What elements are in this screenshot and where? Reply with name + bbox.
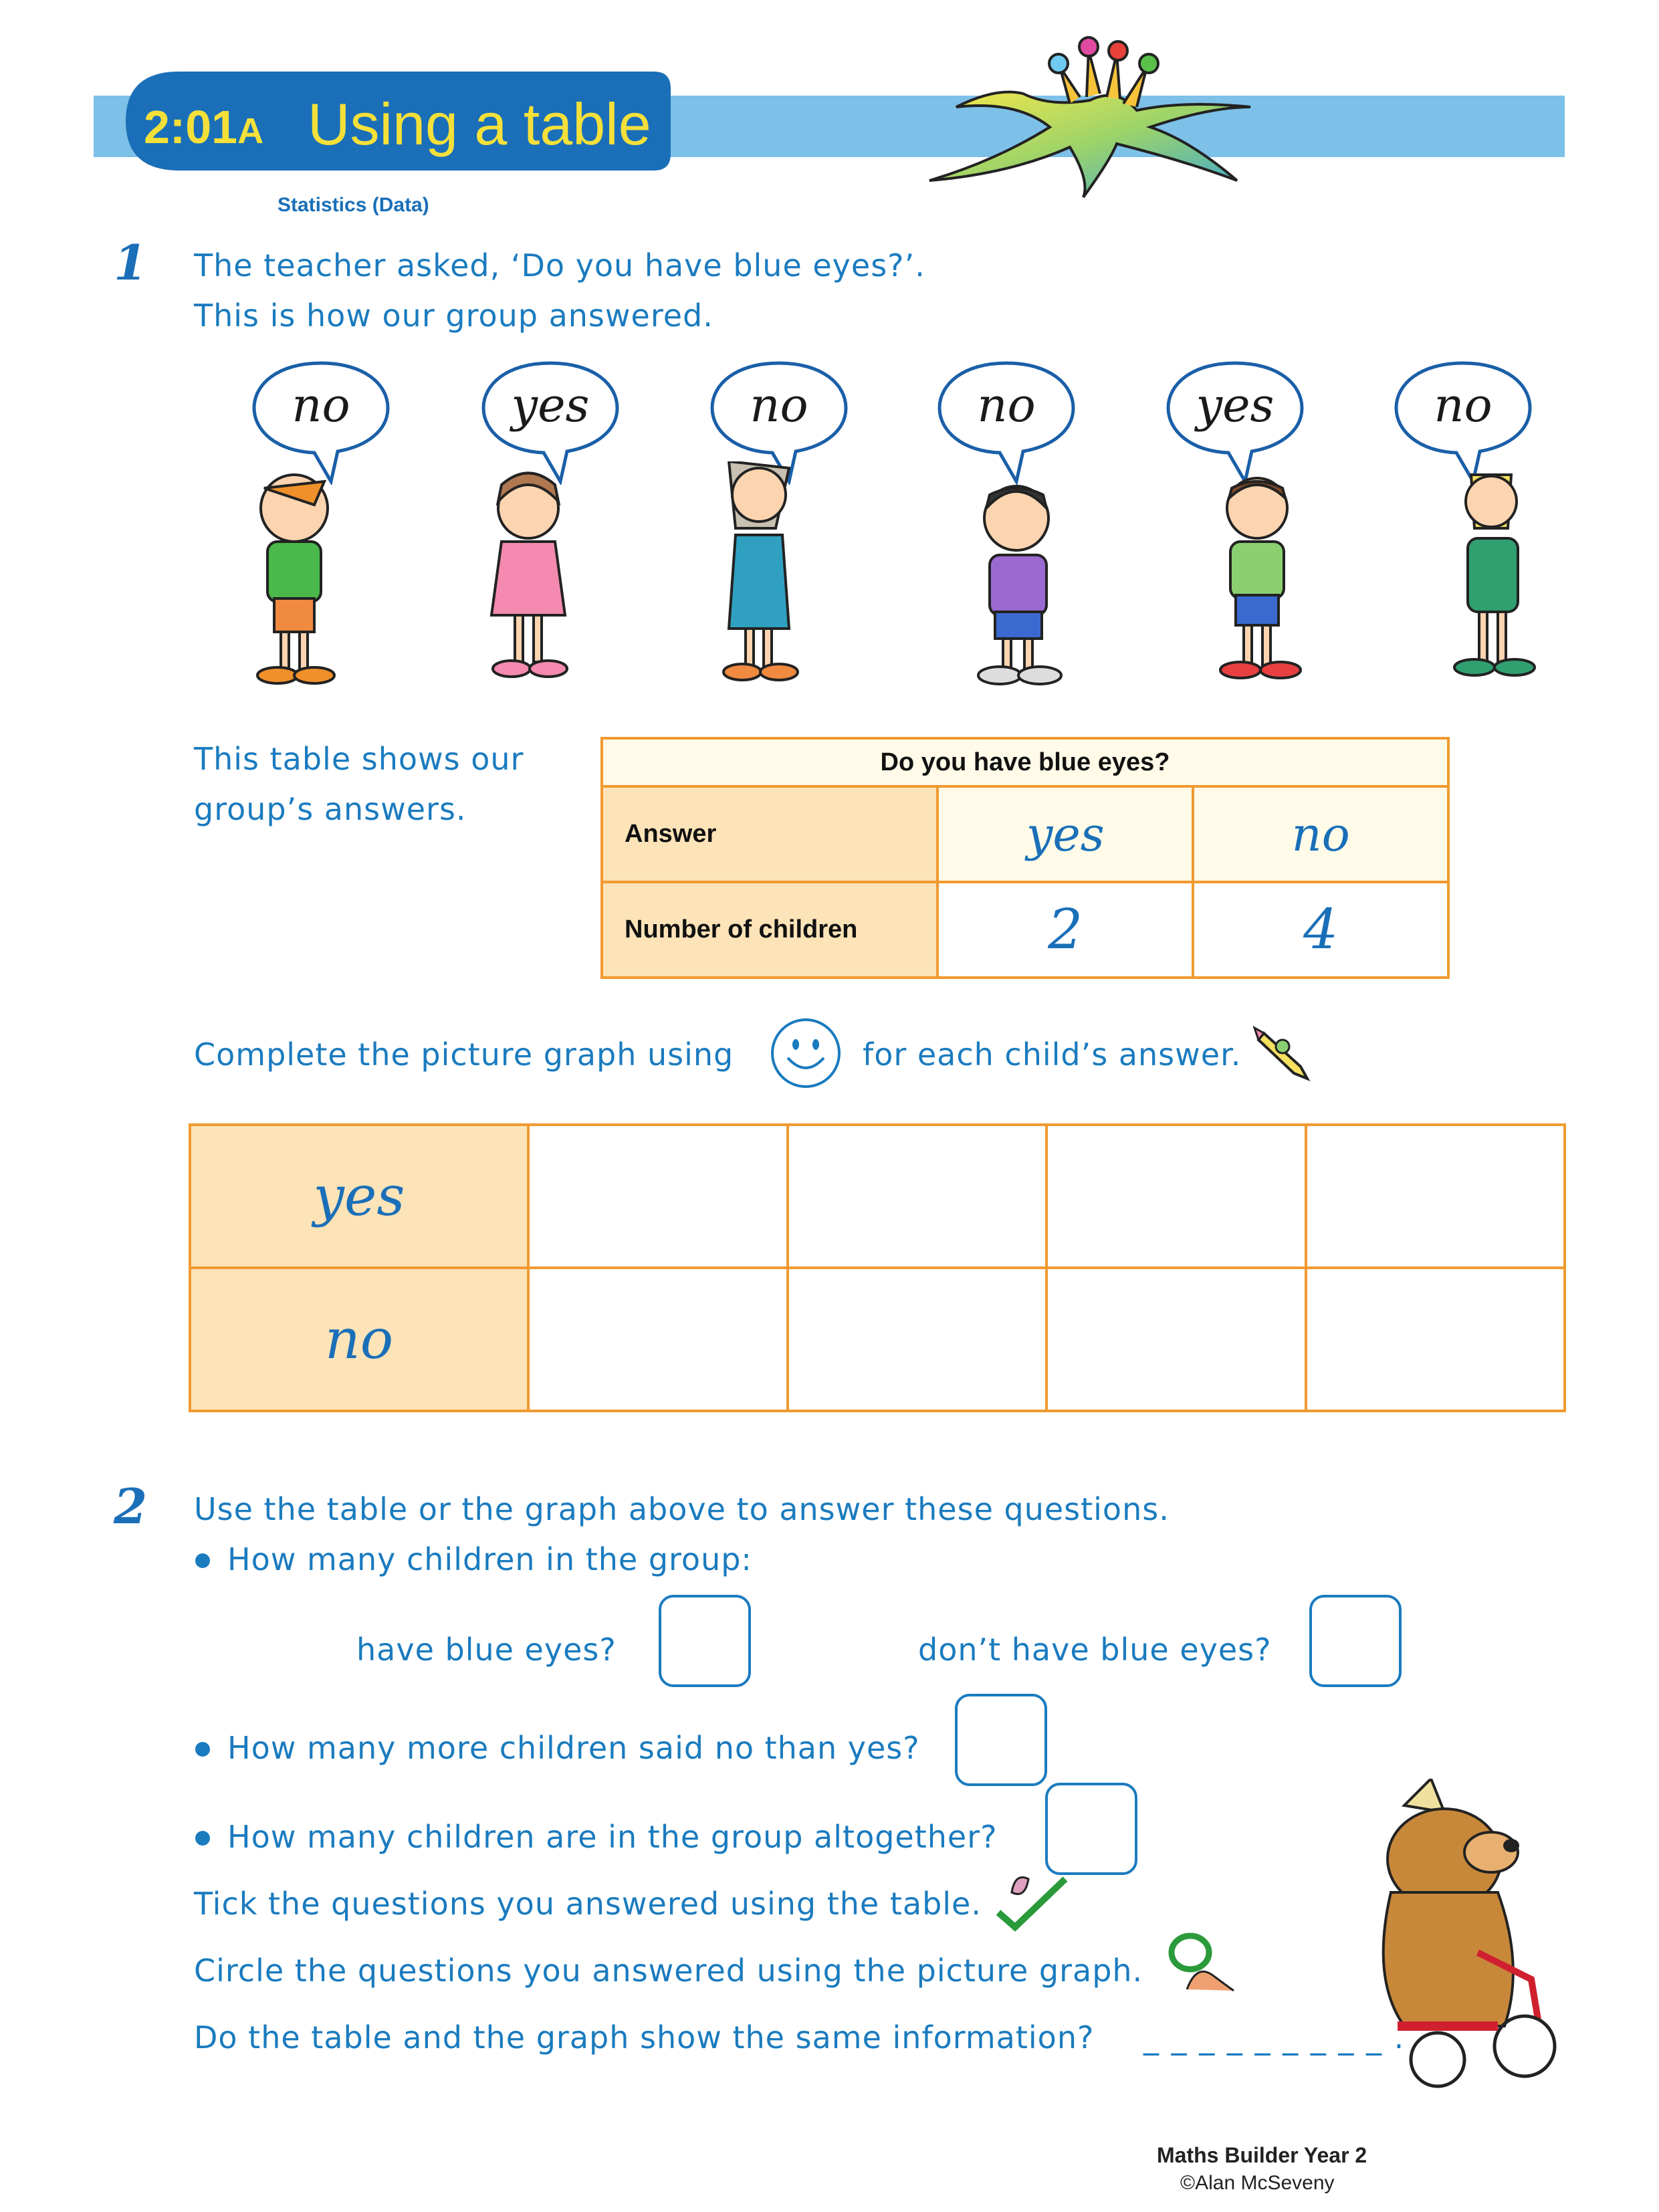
child-5 — [1220, 478, 1301, 678]
speech-bubble-word: yes — [511, 378, 590, 433]
graph-instruction-2: for each child’s answer. — [863, 1036, 1242, 1073]
table-cell-answer-no: no — [1193, 786, 1448, 882]
speech-bubble-word: no — [1434, 378, 1492, 433]
q2-sub-b: don’t have blue eyes? — [918, 1632, 1272, 1668]
same-info-question: Do the table and the graph show the same information? — [194, 2019, 1095, 2056]
question-number-2: 2 — [114, 1478, 148, 1535]
tick-instruction: Tick the questions you answered using the table. — [194, 1886, 982, 1922]
child-1 — [257, 475, 334, 683]
q2-bullet-3: How many children are in the group altogether? — [227, 1819, 998, 1855]
answer-box-difference[interactable] — [955, 1694, 1047, 1786]
section-number: 2:01A — [144, 101, 264, 153]
bullet — [195, 1831, 210, 1846]
answer-dotted-line[interactable]: _ _ _ _ _ _ _ _ _ . — [1143, 2019, 1406, 2056]
table-cell-count-yes: 2 — [937, 882, 1193, 978]
child-4 — [978, 486, 1061, 684]
child-3 — [724, 461, 798, 680]
q2-bullet-1: How many children in the group: — [227, 1541, 752, 1577]
picture-graph — [189, 1123, 1566, 1412]
tick-mark-icon — [995, 1866, 1069, 1932]
graph-cell[interactable] — [1306, 1125, 1565, 1268]
graph-row-label-yes: yes — [190, 1125, 528, 1268]
table-title: Do you have blue eyes? — [602, 738, 1448, 786]
graph-cell[interactable] — [1306, 1268, 1565, 1411]
graph-cell[interactable] — [528, 1268, 788, 1411]
graph-cell[interactable] — [1046, 1268, 1306, 1411]
answers-table — [600, 737, 1450, 979]
speech-bubble-word: no — [292, 378, 350, 433]
children-illustration — [214, 461, 1551, 702]
circle-instruction: Circle the questions you answered using the picture graph. — [194, 1953, 1143, 1989]
q2-intro: Use the table or the graph above to answer these questions. — [194, 1491, 1170, 1527]
table-cell-answer-yes: yes — [937, 786, 1193, 882]
q1-line-2: This is how our group answered. — [194, 298, 713, 334]
table-row-label-answer: Answer — [602, 786, 937, 882]
bear-on-tricycle-illustration — [1357, 1779, 1578, 2093]
bullet — [195, 1553, 210, 1568]
footer-book-title: Maths Builder Year 2 — [1157, 2143, 1367, 2167]
child-6 — [1454, 475, 1535, 675]
graph-instruction-1: Complete the picture graph using — [194, 1036, 734, 1073]
question-number-1: 1 — [114, 234, 148, 291]
smiley-face-icon — [769, 1016, 843, 1090]
graph-cell[interactable] — [1046, 1125, 1306, 1268]
graph-cell[interactable] — [788, 1125, 1047, 1268]
graph-cell[interactable] — [788, 1268, 1047, 1411]
pencil-icon — [1250, 1020, 1314, 1083]
table-cell-count-no: 4 — [1193, 882, 1448, 978]
page-subtitle: Statistics (Data) — [278, 194, 429, 216]
graph-row-label-no: no — [190, 1268, 528, 1411]
footer-author: ©Alan McSeveny — [1180, 2172, 1335, 2194]
q1-line-1: The teacher asked, ‘Do you have blue eyes?’. — [194, 247, 925, 284]
circle-mark-icon — [1164, 1929, 1237, 1996]
answer-box-blue-eyes[interactable] — [659, 1595, 751, 1687]
answer-box-total[interactable] — [1045, 1783, 1137, 1875]
bullet — [195, 1742, 210, 1757]
speech-bubble-word: yes — [1196, 378, 1275, 433]
speech-bubble-word: no — [750, 378, 808, 433]
page-title: Using a table — [308, 91, 651, 157]
q2-bullet-2: How many more children said no than yes? — [227, 1730, 920, 1766]
table-row-label-count: Number of children — [602, 882, 937, 978]
graph-cell[interactable] — [528, 1125, 788, 1268]
table-intro-line-2: group’s answers. — [194, 791, 467, 827]
speech-bubble-word: no — [977, 378, 1036, 433]
q2-sub-a: have blue eyes? — [356, 1632, 617, 1668]
answer-box-not-blue-eyes[interactable] — [1309, 1595, 1402, 1687]
table-intro-line-1: This table shows our — [194, 741, 524, 777]
child-2 — [491, 473, 567, 677]
starfish-creature-illustration — [916, 27, 1264, 201]
